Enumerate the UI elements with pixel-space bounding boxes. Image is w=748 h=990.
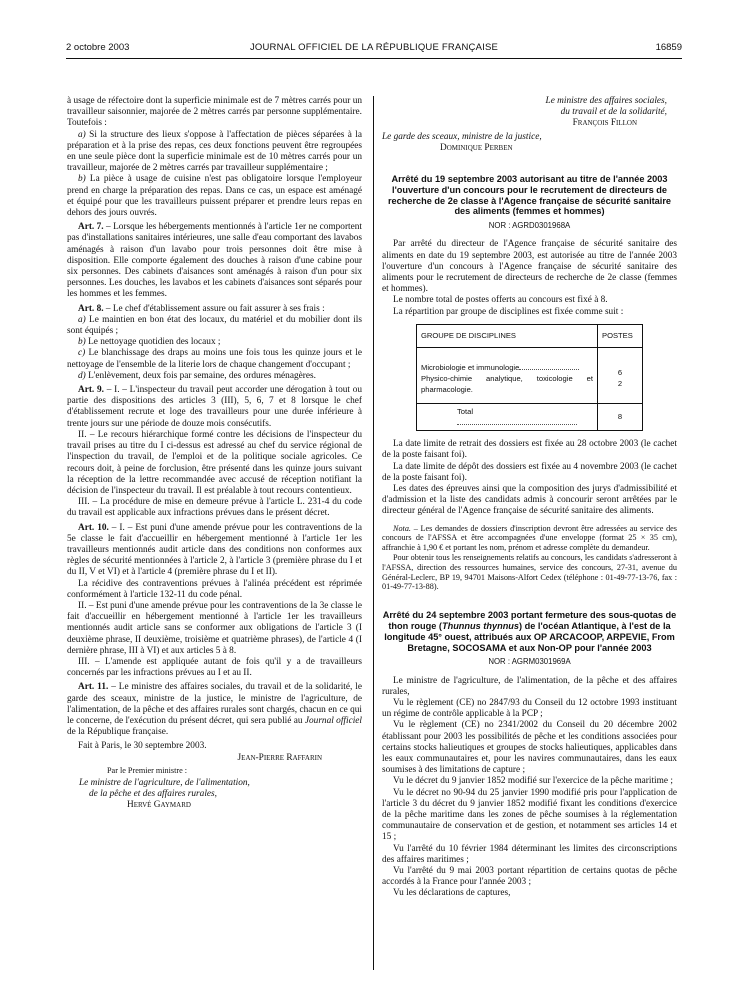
paragraph: Vu l'arrêté du 9 mai 2003 portant répartition de certains quotas de pêche accordés à la France pour l'année 2003 ; bbox=[382, 866, 677, 888]
right-column bbox=[382, 96, 677, 900]
article-9: Art. 9. – I. – L'inspecteur du travail peut accorder une dérogation à tout ou partie des dispositions des articles 3 (III), 5, 6, 7 et 8 lorsque le chef d'établissement recrute et loge des travailleurs pour une durée inférieure à trente jours sur une période de douze mois consécutifs. bbox=[67, 385, 362, 429]
signatory-title: Le garde des sceaux, ministre de la justice, bbox=[382, 131, 542, 142]
paragraph: Par arrêté du directeur de l'Agence française de sécurité sanitaire des aliments en date du 19 septembre 2003, est autorisée au titre de l'année 2003 l'ouverture d'un concours à l'Agence française de sécurité sanitaire des aliments pour le recrutement de directeurs de recherche de 2e classe (femmes et hommes). bbox=[382, 239, 677, 295]
paragraph: Vu les déclarations de captures, bbox=[393, 888, 511, 899]
article-7: Art. 7. – Lorsque les hébergements mentionnés à l'article 1er ne comportent pas d'installations sanitaires intérieures, une salle d'eau comportant des lavabos aménagés à raison d'un lavabo pour trois personnes doit être mise à disposition. Elle comporte également des douches à raison d'une cabine pour six personnes. Des cabinets d'aisances sont aménagés à raison d'un pour six personnes. Les douches, les lavabos et les cabinets d'aisances sont séparés pour les hommes et les femmes. bbox=[67, 222, 362, 300]
article-11: Art. 11. – Le ministre des affaires sociales, du travail et de la solidarité, le garde des sceaux, ministre de la justice, le ministre de l'agriculture, de l'alimentation, de la pêche et des affaires rurales sont chargés, chacun en ce qui le concerne, de l'exécution du présent décret, qui sera publié au Journal officiel de la République française. bbox=[67, 682, 363, 738]
paragraph: c) Le blanchissage des draps au moins une fois tous les quinze jours et le nettoyage de l'ensemble de la literie lors de chaque changement d'occupant ; bbox=[67, 348, 362, 370]
paragraph: Vu le décret du 9 janvier 1852 modifié sur l'exercice de la pêche maritime ; bbox=[393, 776, 673, 787]
paragraph: b) La pièce à usage de cuisine n'est pas obligatoire lorsque l'employeur prend en charge la préparation des repas. Dans ce cas, un espace est aménagé et équipé pour que les travailleurs puissent préparer et prendre leurs repas en dehors des jours ouvrés. bbox=[67, 174, 362, 219]
signatory-title: du travail et de la solidarité, bbox=[560, 107, 667, 118]
table-header: POSTES bbox=[598, 324, 643, 347]
paragraph: d) L'enlèvement, deux fois par semaine, des ordures ménagères. bbox=[78, 370, 316, 381]
paragraph: Vu le décret no 90-94 du 25 janvier 1990 modifié pris pour l'application de l'article 3 du décret du 9 janvier 1852 modifié fixant les conditions d'exercice de la pêche maritime dans les zones de pêche soumises à la réglementation communautaire de conservation et de gestion, et notamment ses articles 14 et 15 ; bbox=[382, 787, 677, 843]
nota: Nota. – Les demandes de dossiers d'inscription devront être adressées au service des concours de l'AFSSA et être accompagnées d'une enveloppe (format 25 × 35 cm), affranchie à 1,90 € et portant les nom, prénom et adresse complète du demandeur. bbox=[382, 523, 677, 553]
paragraph: III. – L'amende est appliquée autant de fois qu'il y a de travailleurs concernés par les infractions prévues au I et au II. bbox=[67, 656, 362, 679]
paragraph: à usage de réfectoire dont la superficie minimale est de 7 mètres carrés pour un travailleur saisonnier, majorée de 2 mètres carrés par personne supplémentaire. Toutefois : bbox=[67, 96, 362, 129]
header-title: JOURNAL OFFICIEL DE LA RÉPUBLIQUE FRANÇAISE bbox=[249, 42, 499, 53]
paragraph: Vu le règlement (CE) no 2847/93 du Conseil du 12 octobre 1993 instituant un régime de contrôle applicable à la PCP ; bbox=[382, 698, 677, 720]
nor-reference: NOR : AGRM0301969A bbox=[488, 657, 571, 667]
paragraph: b) Le nettoyage quotidien des locaux ; bbox=[78, 337, 221, 348]
arrete-title: Arrêté du 19 septembre 2003 autorisant au titre de l'année 2003 l'ouverture d'un concours pour le recrutement de directeurs de recherche de 2e classe à l'Agence française de sécurité sanitaire des aliments (femmes et hommes) bbox=[387, 174, 672, 217]
signatory-title: Le ministre des affaires sociales, bbox=[545, 96, 667, 106]
table-total-label: Total bbox=[417, 403, 598, 430]
nota-contact: Pour obtenir tous les renseignements relatifs au concours, les candidats s'adresseront à l'AFSSA, direction des ressources humaines, service des concours, 27-31, avenue du Général-Leclerc, BP 19, 94701 Maisons-Alfort Cedex (téléphone : 01-49-77-13-76, fax : 01-49-77-13-88). bbox=[382, 553, 677, 592]
paragraph: II. – Le recours hiérarchique formé contre les décisions de l'inspecteur du travail prises au titre du I ci-dessus est adressé au chef du service régional de l'inspection du travail, de l'emploi et de la politique sociale agricoles. Ce recours doit, à peine de forclusion, être présenté dans les quinze jours suivant la réception de la lettre recommandée avec accusé de réception notifiant la décision de l'inspecteur du travail. Il est préalable à tout recours contentieux. bbox=[67, 429, 362, 496]
paragraph: La date limite de retrait des dossiers est fixée au 28 octobre 2003 (le cachet de la poste faisant foi). bbox=[382, 439, 677, 461]
signatory-name: Hervé Gaymard bbox=[127, 799, 191, 810]
paragraph: Le ministre de l'agriculture, de l'alimentation, de la pêche et des affaires rurales, bbox=[382, 675, 677, 697]
disciplines-table bbox=[416, 324, 643, 431]
table-value: 6 bbox=[617, 368, 623, 378]
paragraph: La date limite de dépôt des dossiers est fixée au 4 novembre 2003 (le cachet de la poste faisant foi). bbox=[382, 461, 677, 483]
signatory-name: Dominique Perben bbox=[440, 142, 513, 153]
signatory-title: Le ministre de l'agriculture, de l'alimentation, bbox=[79, 777, 250, 788]
signature-date: Fait à Paris, le 30 septembre 2003. bbox=[78, 741, 207, 752]
article-10: Art. 10. – I. – Est puni d'une amende prévue pour les contraventions de la 5e classe le fait d'accueillir en hébergement mentionné à l'article 1er les travailleurs mentionnés audit article dans des conditions non conformes aux règles de sécurité mentionnées à l'article 2, à l'article 3 (première phrase du I et du II, V et VI) et à l'article 4 (première phrase du I et II). bbox=[67, 522, 362, 578]
header-page-number: 16859 bbox=[655, 42, 682, 53]
header-rule bbox=[66, 58, 682, 59]
paragraph: La récidive des contraventions prévues à l'alinéa précédent est réprimée conformément à l'article 132-11 du code pénal. bbox=[67, 578, 362, 600]
paragraph: La répartition par groupe de disciplines est fixée comme suit : bbox=[393, 306, 624, 317]
par-premier-ministre: Par le Premier ministre : bbox=[107, 765, 188, 775]
table-header: GROUPE DE DISCIPLINES bbox=[417, 324, 598, 347]
paragraph: Les dates des épreuves ainsi que la composition des jurys d'admissibilité et d'admission et la liste des candidats admis à concourir seront arrêtées par le directeur général de l'Agence française de sécurité sanitaire des aliments. bbox=[382, 484, 677, 517]
table-cell bbox=[598, 347, 643, 403]
paragraph: a) Si la structure des lieux s'oppose à l'affectation de pièces séparées à la préparation et à la prise des repas, ces deux fonctions peuvent être regroupées en une seule pièce dont la superficie minimale est de 10 mètres carrés pour un travailleur, majorée de 2 mètres carrés par travailleur supplémentaire ; bbox=[67, 129, 362, 174]
column-divider bbox=[373, 96, 374, 970]
table-cell bbox=[417, 347, 598, 403]
signatory-name: François Fillon bbox=[572, 118, 637, 129]
left-column bbox=[67, 96, 362, 811]
nor-reference: NOR : AGRD0301968A bbox=[488, 221, 571, 231]
paragraph: Vu le règlement (CE) no 2341/2002 du Conseil du 20 décembre 2002 établissant pour 2003 les possibilités de pêche et les conditions associées pour certains stocks halieutiques et groupes de stocks halieutiques, applicables dans les eaux communautaires et, pour les navires communautaires, dans les eaux soumises à des limitations de capture ; bbox=[382, 720, 677, 776]
paragraph: a) Le maintien en bon état des locaux, du matériel et du mobilier dont ils sont équipés ; bbox=[67, 314, 362, 337]
page-header bbox=[66, 42, 682, 56]
table-total-value: 8 bbox=[598, 403, 643, 430]
table-row: Microbiologie et immunologie bbox=[421, 362, 593, 373]
table-row: Physico-chimie analytique, toxicologie et pharmacologie. bbox=[421, 373, 593, 394]
signature-pm: Jean-Pierre Raffarin bbox=[237, 752, 322, 763]
article-8: Art. 8. – Le chef d'établissement assure ou fait assurer à ses frais : bbox=[78, 303, 325, 314]
paragraph: Le nombre total de postes offerts au concours est fixé à 8. bbox=[393, 295, 608, 306]
arrete-title: Arrêté du 24 septembre 2003 portant fermeture des sous-quotas de thon rouge (Thunnus thynnus) de l'océan Atlantique, à l'est de la longitude 45° ouest, attribués aux OP ARCACOOP, ARPEVIE, From Bretagne, SOCOSAMA et aux Non-OP pour l'année 2003 bbox=[382, 610, 677, 653]
paragraph: II. – Est puni d'une amende prévue pour les contraventions de la 3e classe le fait d'accueillir en hébergement mentionné à l'article 1er les travailleurs mentionnés audit article sans se conformer aux obligations de l'article 3 (I deuxième phrase, II deuxième, troisième et quatrième phrases), de l'article 4 (I dernière phrase, III à VI) et aux articles 5 à 8. bbox=[67, 600, 362, 656]
table-value: 2 bbox=[617, 379, 623, 389]
paragraph: III. – La procédure de mise en demeure prévue à l'article L. 231-4 du code du travail est applicable aux infractions prévues dans le présent décret. bbox=[67, 497, 362, 519]
paragraph: Vu l'arrêté du 10 février 1984 déterminant les limites des circonscriptions des affaires maritimes ; bbox=[382, 843, 677, 865]
signatory-title: de la pêche et des affaires rurales, bbox=[89, 788, 217, 799]
header-date: 2 octobre 2003 bbox=[66, 42, 130, 53]
